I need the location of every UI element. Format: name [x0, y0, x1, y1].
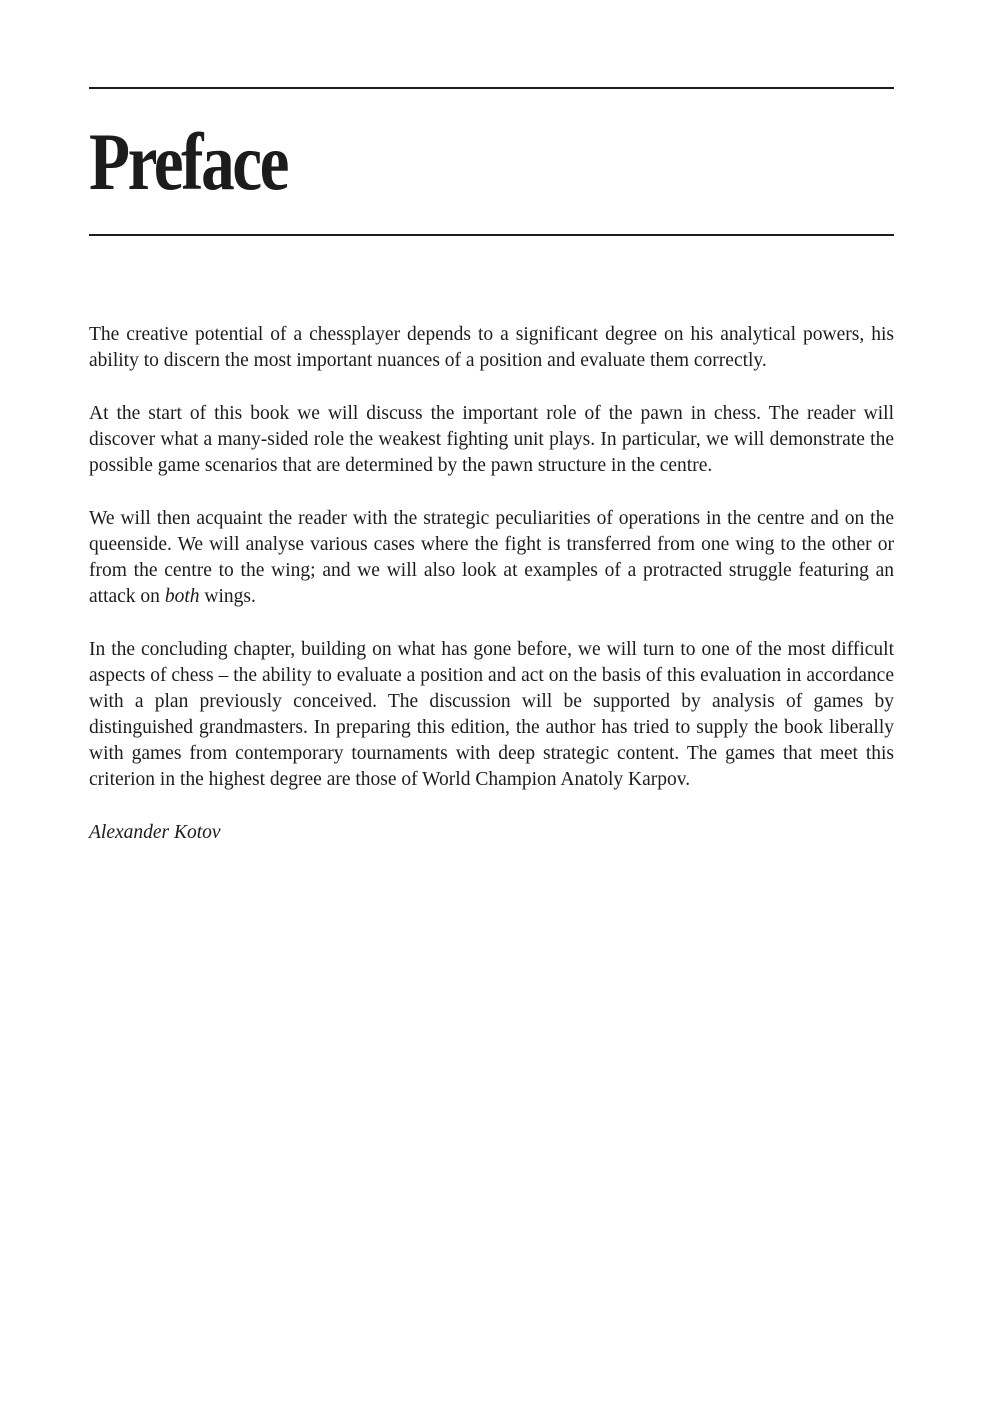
paragraph-3-text-end: wings.: [199, 586, 256, 607]
body-text: [89, 322, 894, 846]
paragraph-3-emphasis: both: [164, 586, 200, 607]
paragraph-1: The creative potential of a chessplayer depends to a significant degree on his analytical powers, his ability to discern the most important nuances of a position and evaluate them correctly.: [89, 324, 894, 371]
top-rule: [89, 87, 894, 89]
paragraph-3: [89, 506, 894, 610]
page-title: Preface: [89, 116, 288, 207]
paragraph-2: At the start of this book we will discuss the important role of the pawn in chess. The reader will discover what a many-sided role the weakest fighting unit plays. In particular, we will demonstrate the possible game scenarios that are determined by the pawn structure in the centre.: [89, 403, 894, 476]
bottom-rule: [89, 234, 894, 236]
paragraph-4: In the concluding chapter, building on what has gone before, we will turn to one of the most difficult aspects of chess – the ability to evaluate a position and act on the basis of this evaluation in accordance with a plan previously conceived. The discussion will be supported by analysis of games by distinguished grandmasters. In preparing this edition, the author has tried to supply the book liberally with games from contemporary tournaments with deep strategic content. The games that meet this criterion in the highest degree are those of World Champion Anatoly Karpov.: [89, 639, 894, 790]
author-signature: Alexander Kotov: [89, 822, 221, 843]
paragraph-3-text-start: We will then acquaint the reader with the strategic peculiarities of operations in the centre and on the queenside. We will analyse various cases where the fight is transferred from one wing to the other or from the centre to the wing; and we will also look at examples of a protracted struggle featuring an attack on: [89, 508, 894, 607]
